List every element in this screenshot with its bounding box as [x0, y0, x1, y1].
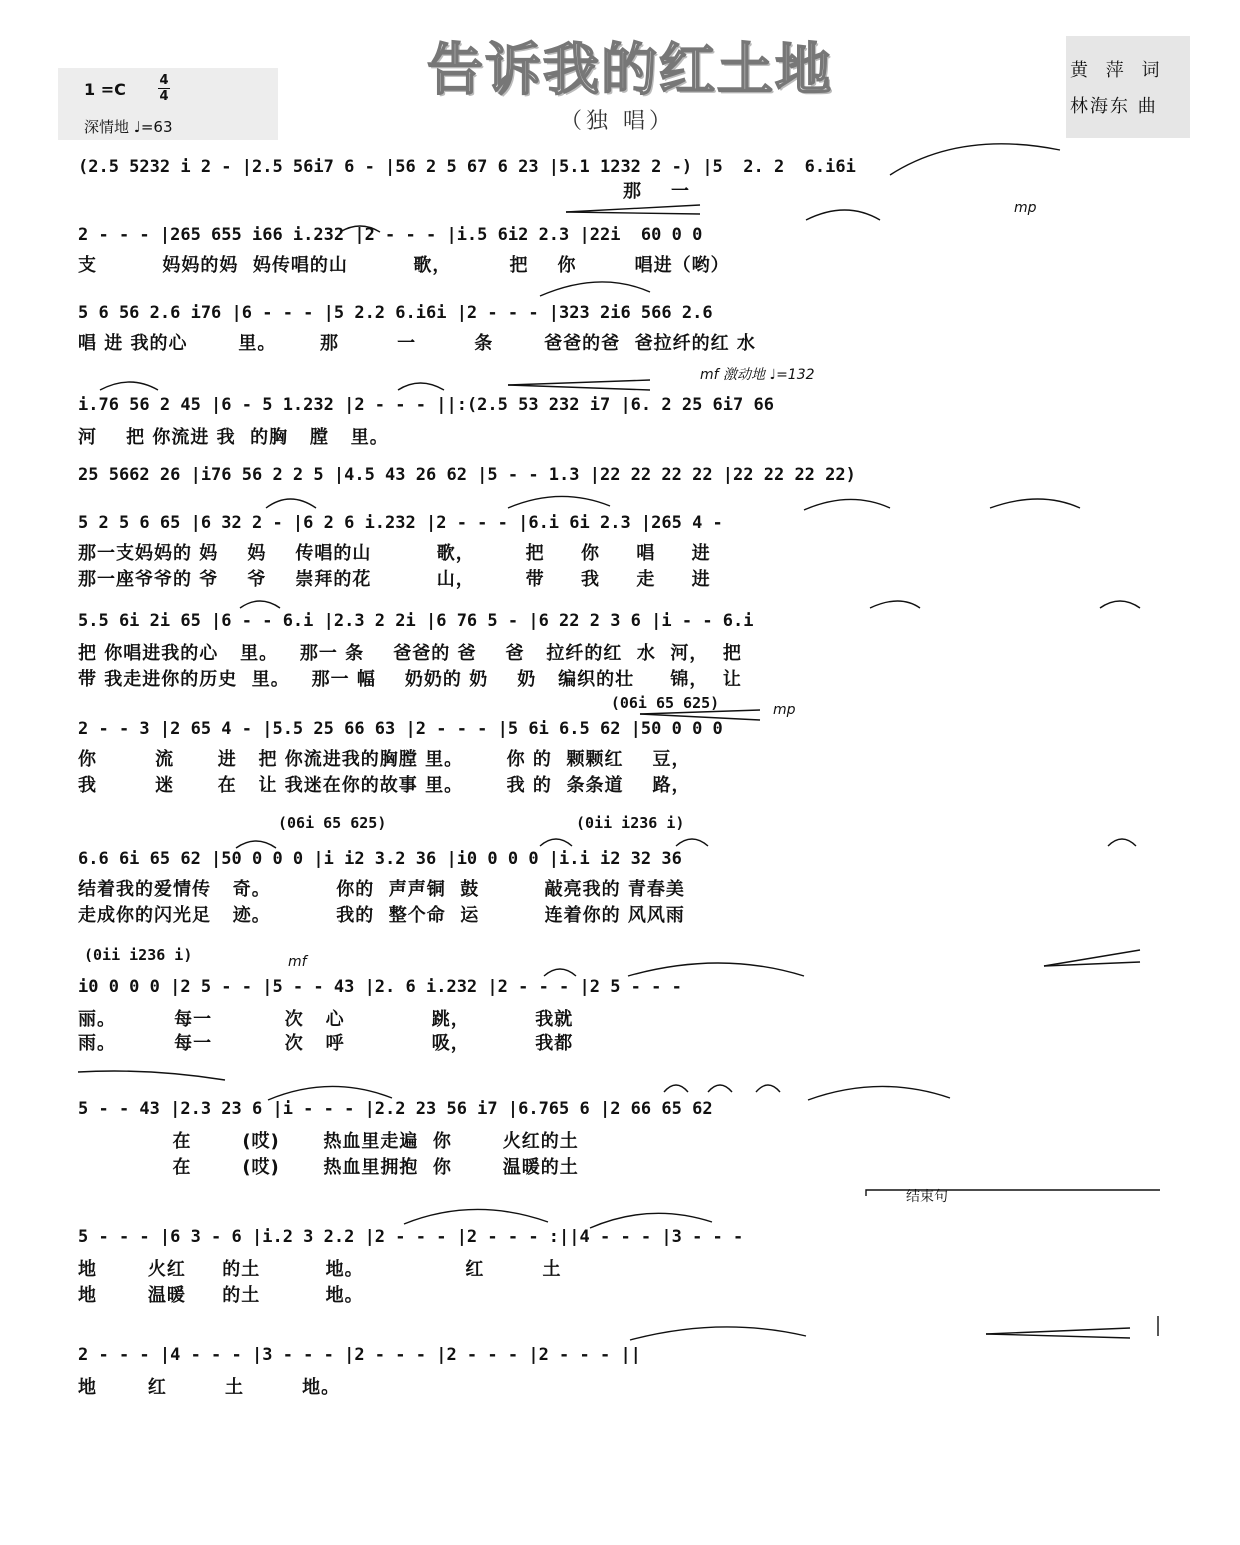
slur — [268, 1086, 392, 1100]
crescendo-line — [986, 1328, 1130, 1334]
lyric-verse-1: 河 把 你流进 我 的胸 膛 里。 — [78, 427, 389, 448]
slur — [890, 144, 1060, 175]
lyric-verse-2: 走成你的闪光足 迹。 我的 整个命 运 连着你的 风风雨 — [78, 905, 685, 926]
notation-line: (2.5 5232 i 2 - |2.5 56i7 6 - |56 2 5 67 6 23 |5.1 1232 2 -) |5 2. 2 6.i6i — [78, 157, 856, 177]
lyric-verse-1: 你 流 进 把 你流进我的胸膛 里。 你 的 颗颗红 豆， — [78, 749, 691, 770]
instrument-fill-prefix: (06i 65 625) — [78, 694, 720, 712]
slur — [628, 963, 804, 976]
slur — [540, 282, 650, 296]
crescendo-line — [508, 385, 650, 390]
notation-line: i.76 56 2 45 |6 - 5 1.232 |2 - - - ||:(2.5 53 232 i7 |6. 2 25 6i7 66 — [78, 395, 774, 415]
notation-line: i0 0 0 0 |2 5 - - |5 - - 43 |2. 6 i.232 |2 - - - |2 5 - - - — [78, 977, 682, 997]
crescendo-line — [640, 714, 760, 720]
lyric-verse-1: 那一支妈妈的 妈 妈 传唱的山 歌， 把 你 唱 进 — [78, 543, 711, 564]
lyric-verse-1: 结着我的爱情传 奇。 你的 声声铜 鼓 敲亮我的 青春美 — [78, 879, 685, 900]
composer-credit: 林海东 曲 — [1070, 96, 1158, 117]
lyric-verse-2: 雨。 每一 次 呼 吸， 我都 — [78, 1033, 574, 1054]
notation-line: 5 - - 43 |2.3 23 6 |i - - - |2.2 23 56 i7 |6.765 6 |2 66 65 62 — [78, 1099, 713, 1119]
notation-line: 5.5 6i 2i 65 |6 - - 6.i |2.3 2 2i |6 76 5 - |6 22 2 3 6 |i - - 6.i — [78, 611, 754, 631]
slur — [340, 226, 380, 232]
crescendo-line — [640, 710, 760, 714]
slur — [398, 383, 444, 390]
slur — [870, 601, 920, 608]
slur — [266, 499, 316, 508]
slur — [404, 1209, 548, 1224]
key-signature: 1 =C — [84, 80, 126, 99]
lyric-verse-2: 在 (哎) 热血里拥抱 你 温暖的土 — [78, 1157, 579, 1178]
lyric-verse-1: 那 一 — [78, 181, 691, 202]
tempo-marking: 深情地 ♩=63 — [84, 118, 173, 136]
crescendo-line — [508, 380, 650, 385]
song-title: 告诉我的红土地 — [427, 38, 833, 103]
notation-line: 5 - - - |6 3 - 6 |i.2 3 2.2 |2 - - - |2 - - - :||4 - - - |3 - - - — [78, 1227, 744, 1247]
slur — [240, 601, 280, 608]
lyric-verse-2: 地 温暖 的土 地。 — [78, 1285, 364, 1306]
lyric-verse-2: 那一座爷爷的 爷 爷 崇拜的花 山， 带 我 走 进 — [78, 569, 711, 590]
ending-bracket — [866, 1190, 1160, 1196]
notation-line: 5 2 5 6 65 |6 32 2 - |6 2 6 i.232 |2 - - - |6.i 6i 2.3 |265 4 - — [78, 513, 723, 533]
lyric-verse-2: 我 迷 在 让 我迷在你的故事 里。 我 的 条条道 路， — [78, 775, 691, 796]
lyric-verse-1: 丽。 每一 次 心 跳， 我就 — [78, 1009, 574, 1030]
slur — [544, 969, 576, 976]
slur — [756, 1085, 780, 1092]
notation-line: 5 6 56 2.6 i76 |6 - - - |5 2.2 6.i6i |2 - - - |323 2i6 566 2.6 — [78, 303, 713, 323]
notation-line: 2 - - 3 |2 65 4 - |5.5 25 66 63 |2 - - - |5 6i 6.5 62 |50 0 0 0 — [78, 719, 723, 739]
lyricist-credit: 黄 萍 词 — [1070, 60, 1166, 81]
instrument-fill-prefix: (06i 65 625) (0ii i236 i) — [278, 814, 685, 832]
crescendo-line — [566, 212, 700, 214]
slur — [990, 499, 1080, 508]
time-signature-bottom: 4 — [159, 89, 169, 104]
ending-label: 结束句 — [906, 1189, 948, 1205]
dynamic-mp: mp — [1014, 200, 1037, 216]
notation-line: 2 - - - |4 - - - |3 - - - |2 - - - |2 - - - |2 - - - || — [78, 1345, 641, 1365]
slur — [100, 382, 158, 390]
notation-line: 25 5662 26 |i76 56 2 2 5 |4.5 43 26 62 |5 - - 1.3 |22 22 22 22 |22 22 22 22) — [78, 465, 856, 485]
slur — [806, 210, 880, 220]
notation-line: 6.6 6i 65 62 |50 0 0 0 |i i2 3.2 36 |i0 0 0 0 |i.i i2 32 36 — [78, 849, 682, 869]
dynamic-tempo-change: mf 激动地 ♩=132 — [700, 367, 815, 383]
notation-line: 2 - - - |265 655 i66 i.232 |2 - - - |i.5 6i2 2.3 |22i 60 0 0 — [78, 225, 703, 245]
dynamic-mp: mp — [773, 702, 796, 718]
lyric-verse-1: 地 火红 的土 地。 红 土 — [78, 1259, 562, 1280]
slur — [236, 841, 276, 848]
lyric-verse-1: 唱 进 我的心 里。 那 一 条 爸爸的爸 爸拉纤的红 水 — [78, 333, 756, 354]
lyric-verse-1: 在 (哎) 热血里走遍 你 火红的土 — [78, 1131, 579, 1152]
crescendo-line — [986, 1334, 1130, 1338]
song-subtitle: （独 唱） — [560, 109, 675, 134]
slur — [808, 1086, 950, 1100]
slur — [630, 1327, 806, 1340]
dynamic-mf: mf — [288, 954, 307, 970]
slur — [804, 499, 890, 510]
slur — [664, 1085, 688, 1092]
crescendo-line — [566, 205, 700, 212]
slur — [508, 496, 610, 508]
slur — [1108, 839, 1136, 846]
slur — [78, 1071, 225, 1080]
slur — [1100, 601, 1140, 608]
slur — [590, 1213, 712, 1228]
slur — [676, 839, 708, 846]
instrument-fill-prefix: (0ii i236 i) — [84, 946, 193, 964]
lyric-verse-1: 支 妈妈的妈 妈传唱的山 歌， 把 你 唱进（哟） — [78, 255, 730, 276]
time-signature-top: 4 — [159, 73, 169, 88]
lyric-verse-1: 地 红 土 地。 — [78, 1377, 341, 1398]
lyric-verse-1: 把 你唱进我的心 里。 那一 条 爸爸的 爸 爸 拉纤的红 水 河， 把 — [78, 643, 742, 664]
slur — [708, 1085, 732, 1092]
slur — [540, 839, 572, 846]
lyric-verse-2: 带 我走进你的历史 里。 那一 幅 奶奶的 奶 奶 编织的壮 锦， 让 — [78, 669, 742, 690]
